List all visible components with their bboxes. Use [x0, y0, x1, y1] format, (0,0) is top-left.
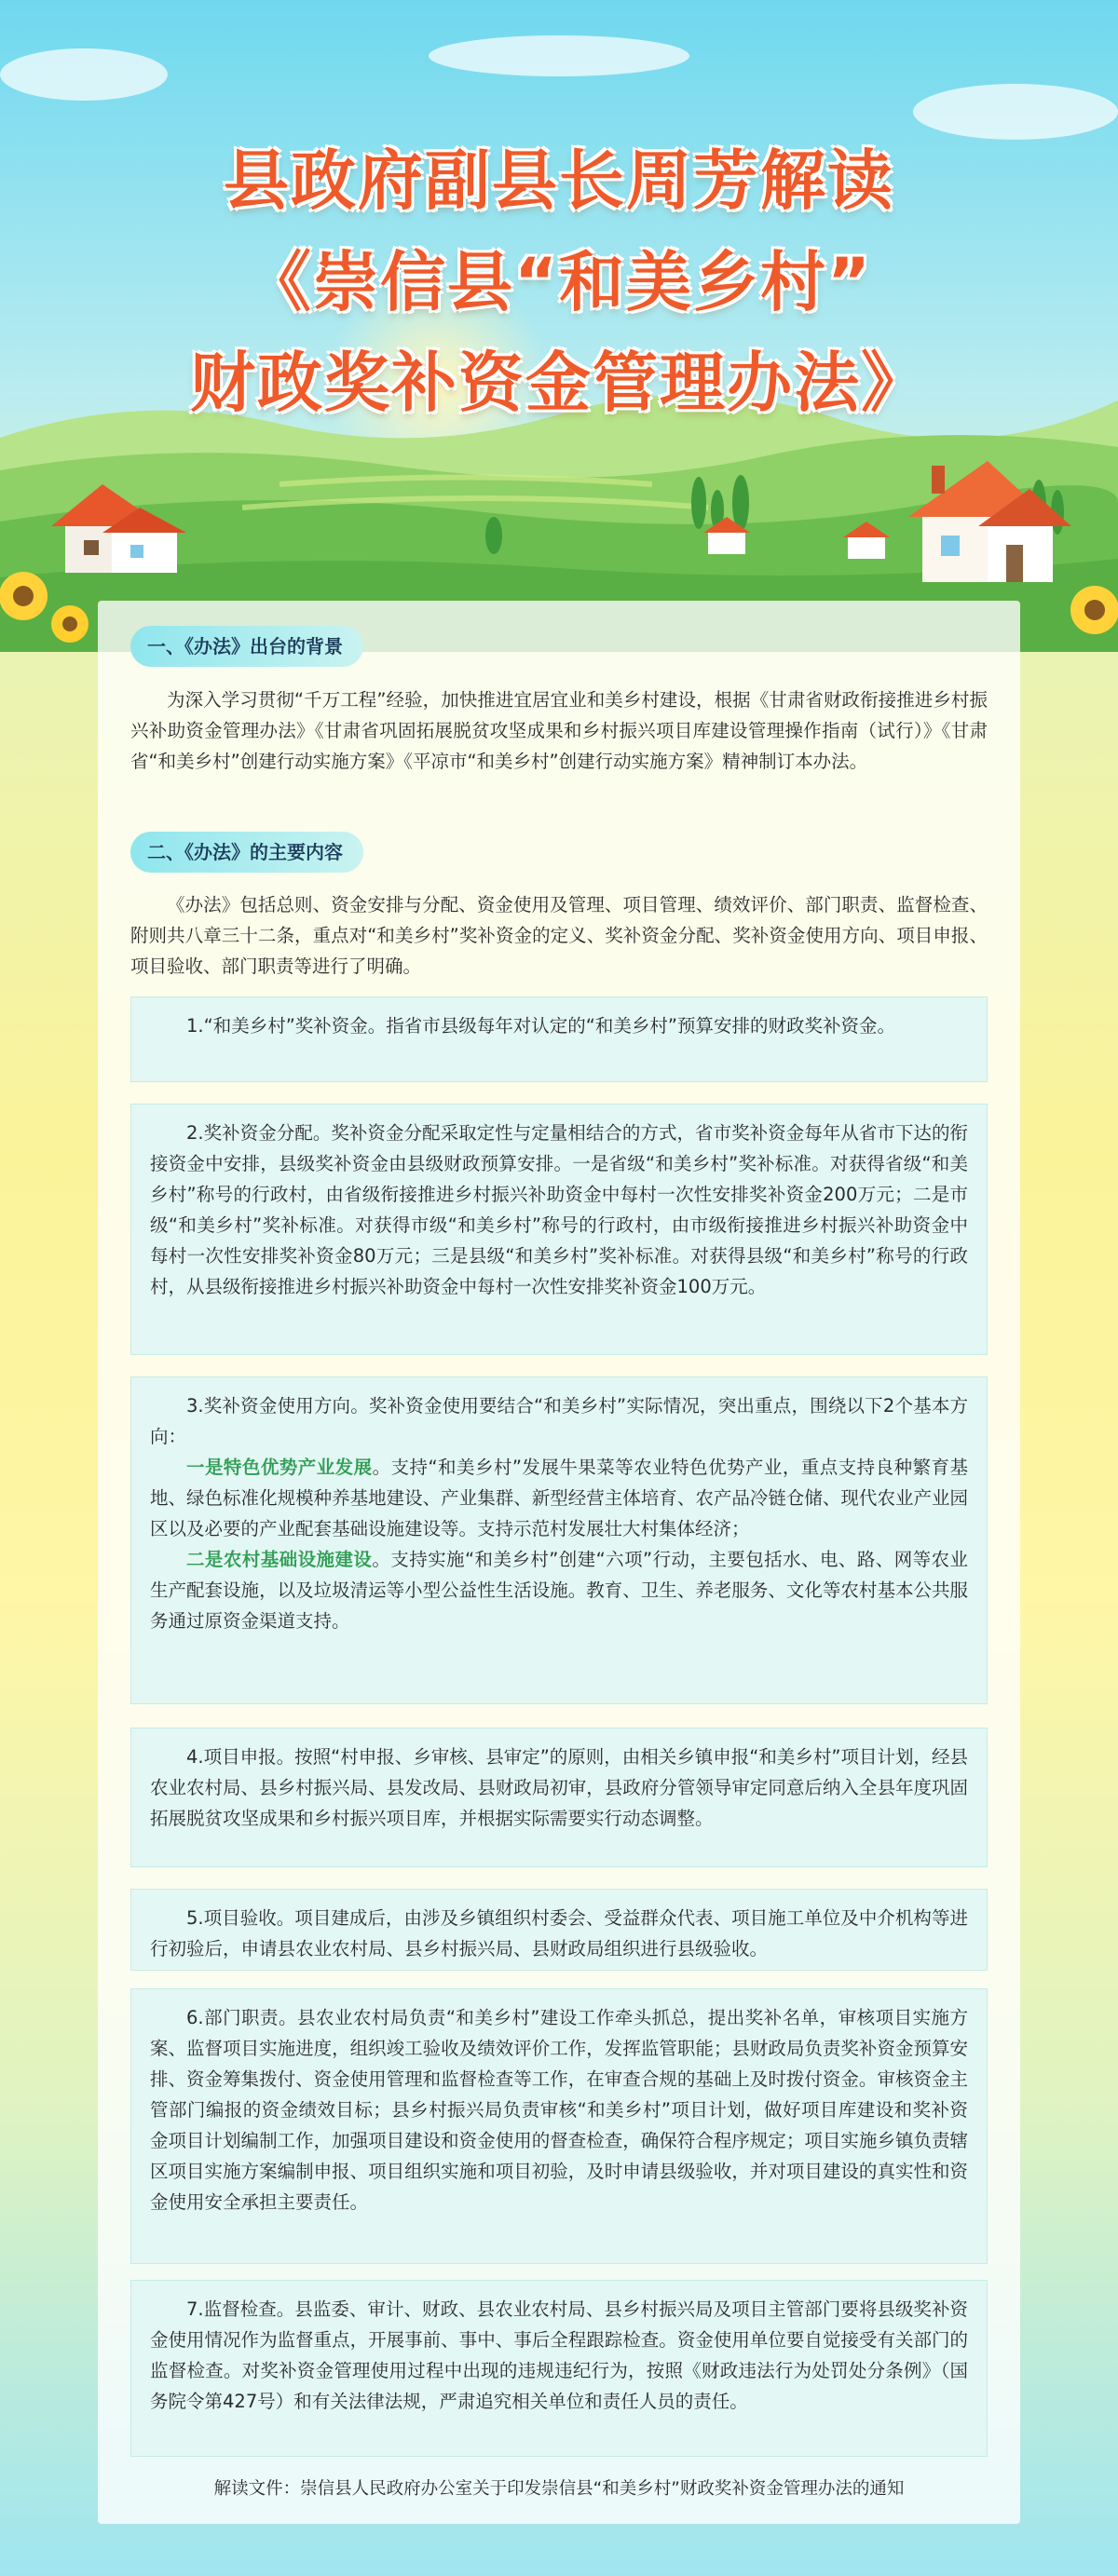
section-heading-main-content: 二、《办法》的主要内容	[130, 832, 363, 873]
item-5-box	[130, 1889, 988, 1971]
main-content-paragraph: 《办法》包括总则、资金安排与分配、资金使用及管理、项目管理、绩效评价、部门职责、监督检查、附则共八章三十二条，重点对“和美乡村”奖补资金的定义、奖补资金分配、奖补资金使用方向、项目申报、项目验收、部门职责等进行了明确。	[130, 894, 988, 977]
hero-illustration	[0, 0, 1118, 652]
item-3-direction-2	[150, 1544, 968, 1636]
background-paragraph: 为深入学习贯彻“千万工程”经验，加快推进宜居宜业和美乡村建设，根据《甘肃省财政衔接推进乡村振兴补助资金管理办法》《甘肃省巩固拓展脱贫攻坚成果和乡村振兴项目库建设管理操作指南（试行）》《甘肃省“和美乡村”创建行动实施方案》《平凉市“和美乡村”创建行动实施方案》精神制订本办法。	[130, 689, 988, 772]
item-1-text: 1.“和美乡村”奖补资金。指省市县级每年对认定的“和美乡村”预算安排的财政奖补资金。	[186, 1015, 896, 1037]
item-6-box	[130, 1988, 988, 2264]
item-2-box	[130, 1104, 988, 1355]
title-line-3: 财政奖补资金管理办法》	[190, 345, 928, 421]
direction-1-highlight: 一是特色优势产业发展	[186, 1457, 373, 1478]
item-7-box	[130, 2280, 988, 2457]
item-3-intro: 3.奖补资金使用方向。奖补资金使用要结合“和美乡村”实际情况，突出重点，围绕以下2个基本方向：	[150, 1395, 968, 1447]
title-line-2: 《崇信县“和美乡村”	[245, 244, 872, 320]
item-5-text: 5.项目验收。项目建成后，由涉及乡镇组织村委会、受益群众代表、项目施工单位及中介机构等进行初验后，申请县农业农村局、县乡村振兴局、县财政局组织进行县级验收。	[150, 1907, 968, 1959]
item-4-text: 4.项目申报。按照“村申报、乡审核、县审定”的原则，由相关乡镇申报“和美乡村”项目计划，经县农业农村局、县乡村振兴局、县发改局、县财政局初审，县政府分管领导审定同意后纳入全县年度巩固拓展脱贫攻坚成果和乡村振兴项目库，并根据实际需要实行动态调整。	[150, 1746, 969, 1829]
direction-2-text: 。支持实施“和美乡村”创建“六项”行动，主要包括水、电、路、网等农业生产配套设施，以及垃圾清运等小型公益性生活设施。教育、卫生、养老服务、文化等农村基本公共服务通过原资金渠道支持。	[150, 1549, 968, 1632]
item-3-direction-1	[150, 1452, 968, 1544]
item-2-text: 2.奖补资金分配。奖补资金分配采取定性与定量相结合的方式，省市奖补资金每年从省市下达的衔接资金中安排，县级奖补资金由县级财政预算安排。一是省级“和美乡村”奖补标准。对获得省级“和美乡村”称号的行政村，由省级衔接推进乡村振兴补助资金中每村一次性安排奖补资金200万元；二是市级“和美乡村”奖补标准。对获得市级“和美乡村”称号的行政村，由市级衔接推进乡村振兴补助资金中每村一次性安排奖补资金80万元；三是县级“和美乡村”奖补标准。对获得县级“和美乡村”称号的行政村，从县级衔接推进乡村振兴补助资金中每村一次性安排奖补资金100万元。	[150, 1122, 968, 1297]
direction-1-text: 。支持“和美乡村”发展牛果菜等农业特色优势产业，重点支持良种繁育基地、绿色标准化规模种养基地建设、产业集群、新型经营主体培育、农产品冷链仓储、现代农业产业园区以及必要的产业配套基础设施建设等。支持示范村发展壮大村集体经济；	[150, 1457, 968, 1539]
section-heading-background: 一、《办法》出台的背景	[130, 626, 363, 667]
footer-source-note: 解读文件：崇信县人民政府办公室关于印发崇信县“和美乡村”财政奖补资金管理办法的通知	[213, 2479, 905, 2499]
item-3-box	[130, 1376, 988, 1704]
item-4-box	[130, 1728, 988, 1867]
item-6-text: 6.部门职责。县农业农村局负责“和美乡村”建设工作牵头抓总，提出奖补名单，审核项目实施方案、监督项目实施进度，组织竣工验收及绩效评价工作，发挥监管职能；县财政局负责奖补资金预算安排、资金筹集拨付、资金使用管理和监督检查等工作，在审查合规的基础上及时拨付资金。审核资金主管部门编报的资金绩效目标；县乡村振兴局负责审核“和美乡村”项目计划，做好项目库建设和奖补资金项目计划编制工作，加强项目建设和资金使用的督查检查，确保符合程序规定；项目实施乡镇负责辖区项目实施方案编制申报、项目组织实施和项目初验，及时申请县级验收，并对项目建设的真实性和资金使用安全承担主要责任。	[150, 2007, 968, 2213]
direction-2-highlight: 二是农村基础设施建设	[186, 1549, 373, 1570]
item-7-text: 7.监督检查。县监委、审计、财政、县农业农村局、县乡村振兴局及项目主管部门要将县级奖补资金使用情况作为监督重点，开展事前、事中、事后全程跟踪检查。资金使用单位要自觉接受有关部门的监督检查。对奖补资金管理使用过程中出现的违规违纪行为，按照《财政违法行为处罚处分条例》（国务院令第427号）和有关法律法规，严肃追究相关单位和责任人员的责任。	[150, 2298, 968, 2412]
item-1-box	[130, 997, 988, 1082]
title-line-1: 县政府副县长周芳解读	[224, 142, 894, 219]
